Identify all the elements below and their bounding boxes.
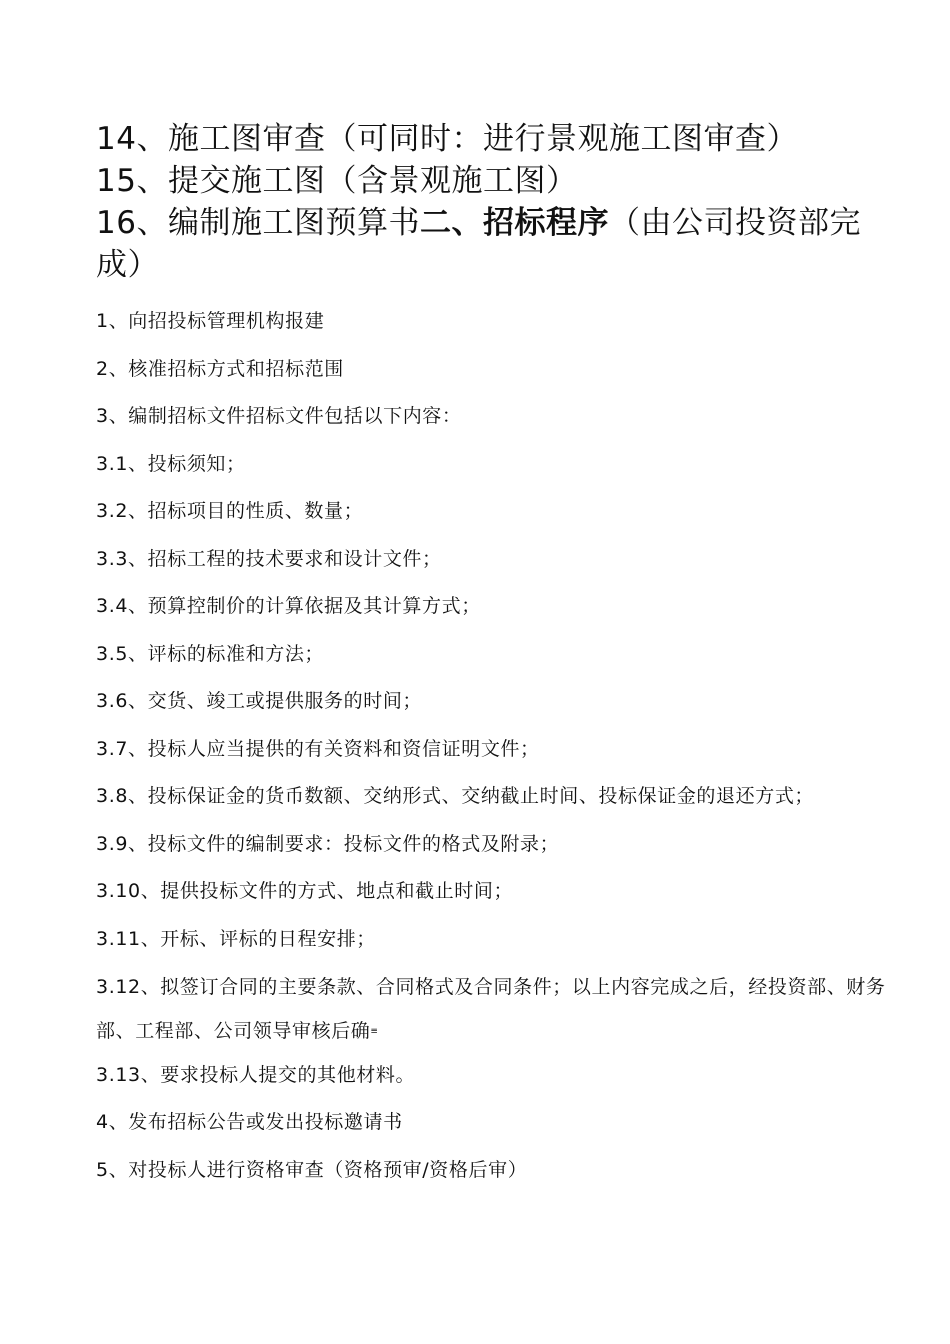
list-item: 3.8、投标保证金的货币数额、交纳形式、交纳截止时间、投标保证金的退还方式； [96, 785, 815, 807]
heading-line-14: 14、施工图审查（可同时：进行景观施工图审查） [96, 121, 798, 157]
list-item: 3.3、招标工程的技术要求和设计文件； [96, 547, 442, 570]
list-item: 1、向招投标管理机构报建 [96, 310, 325, 332]
list-item: 3.4、预算控制价的计算依据及其计算方式； [96, 595, 481, 617]
list-item [96, 965, 896, 1054]
list-item: 3.9、投标文件的编制要求：投标文件的格式及附录； [96, 832, 560, 855]
heading-line-15: 15、提交施工图（含景观施工图） [96, 163, 578, 199]
list-item: 3.11、开标、评标的日程安排； [96, 927, 376, 950]
list-item: 3.1、投标须知； [96, 452, 246, 475]
list-item: 3.5、评标的标准和方法； [96, 642, 325, 665]
inline-mark: ≡ [370, 1026, 379, 1037]
list-item: 3.6、交货、竣工或提供服务的时间； [96, 690, 423, 712]
list-item: 2、核准招标方式和招标范围 [96, 357, 344, 380]
list-item: 3.2、招标项目的性质、数量； [96, 500, 364, 522]
list-item-text: 3.12、拟签订合同的主要条款、合同格式及合同条件；以上内容完成之后，经投资部、财务部、工程部、公司领导审核后确 [96, 976, 886, 1042]
list-item: 3.10、提供投标文件的方式、地点和截止时间； [96, 880, 514, 902]
list-item: 3.13、要求投标人提交的其他材料。 [96, 1063, 416, 1086]
heading-line-16-suffix: （由公司投资部完成） [96, 205, 861, 283]
list-item: 3、编制招标文件招标文件包括以下内容： [96, 405, 462, 427]
heading-line-16-prefix: 16、编制施工图预算书 [96, 205, 420, 241]
list-item: 3.7、投标人应当提供的有关资料和资信证明文件； [96, 737, 540, 760]
list-item: 4、发布招标公告或发出投标邀请书 [96, 1111, 403, 1133]
procedure-list [96, 308, 896, 1184]
heading-line-16 [96, 202, 896, 286]
list-item: 5、对投标人进行资格审查（资格预审/资格后审） [96, 1158, 528, 1181]
section-title-bidding-procedure: 二、招标程序 [419, 205, 609, 241]
document-page [96, 118, 896, 1204]
